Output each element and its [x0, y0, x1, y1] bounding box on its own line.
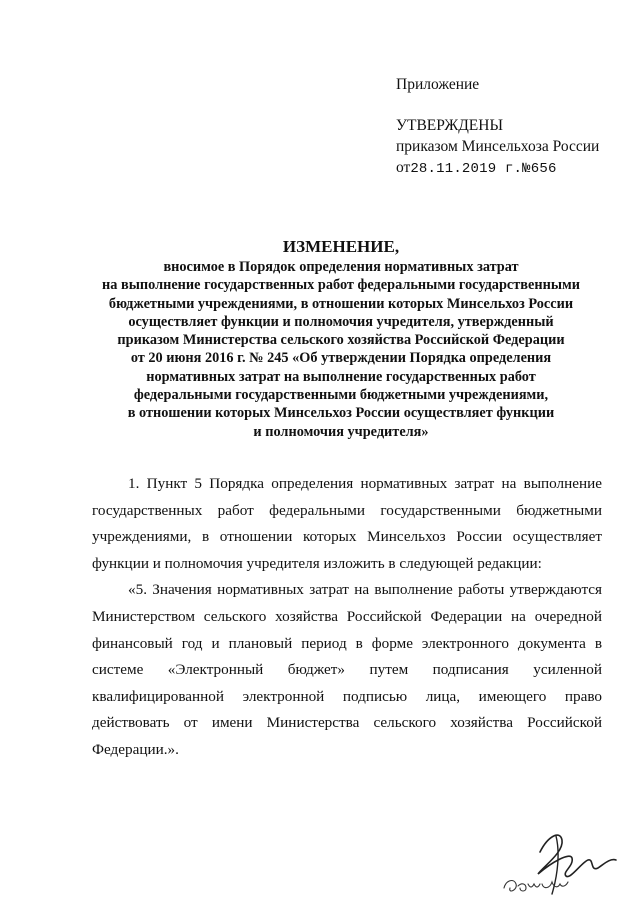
document-title-block	[80, 236, 602, 441]
order-reference: приказом Минсельхоза России	[396, 138, 600, 155]
title-line: бюджетными учреждениями, в отношении которых Минсельхоз России	[108, 295, 574, 312]
title-line: и полномочия учредителя»	[253, 423, 429, 440]
order-date-number: 28.11.2019 г.№656	[410, 161, 557, 177]
title-line: вносимое в Порядок определения нормативных затрат	[163, 259, 519, 275]
title-line: федеральными государственными бюджетными учреждениями,	[133, 387, 549, 404]
document-title: ИЗМЕНЕНИЕ,	[282, 237, 400, 256]
document-body	[92, 471, 602, 764]
order-date-line	[396, 157, 626, 180]
title-line: приказом Министерства сельского хозяйства Российской Федерации	[117, 332, 565, 349]
signature-icon	[500, 822, 620, 900]
body-paragraph: 1. Пункт 5 Порядка определения нормативных затрат на выполнение государственных работ федеральными государственными бюджетными учреждениями, в отношении которых Минсельхоз России осуществляет функции и полномочия учредителя изложить в следующей редакции:	[92, 475, 602, 572]
title-line: на выполнение государственных работ федеральными государственными	[102, 277, 580, 294]
order-date-prefix: от	[396, 159, 411, 176]
handwritten-signature	[500, 822, 620, 900]
annex-label: Приложение	[396, 76, 480, 93]
title-line: осуществляет функции и полномочия учредителя, утвержденный	[128, 313, 554, 330]
body-paragraph: «5. Значения нормативных затрат на выполнение работы утверждаются Министерством сельского хозяйства Российской Федерации на очередной финансовый год и плановый период в форме электронного документа в системе «Электронный бюджет» путем подписания усиленной квалифицированной электронной подписью лица, имеющего право действовать от имени Министерства сельского хозяйства Российской Федерации.».	[92, 581, 602, 758]
title-line: нормативных затрат на выполнение государственных работ	[146, 368, 536, 385]
title-line: в отношении которых Минсельхоз России осуществляет функции	[127, 405, 555, 422]
approved-label: УТВЕРЖДЕНЫ	[396, 117, 503, 134]
title-line: от 20 июня 2016 г. № 245 «Об утверждении Порядка определения	[130, 350, 552, 367]
approval-stamp-block	[396, 74, 626, 180]
